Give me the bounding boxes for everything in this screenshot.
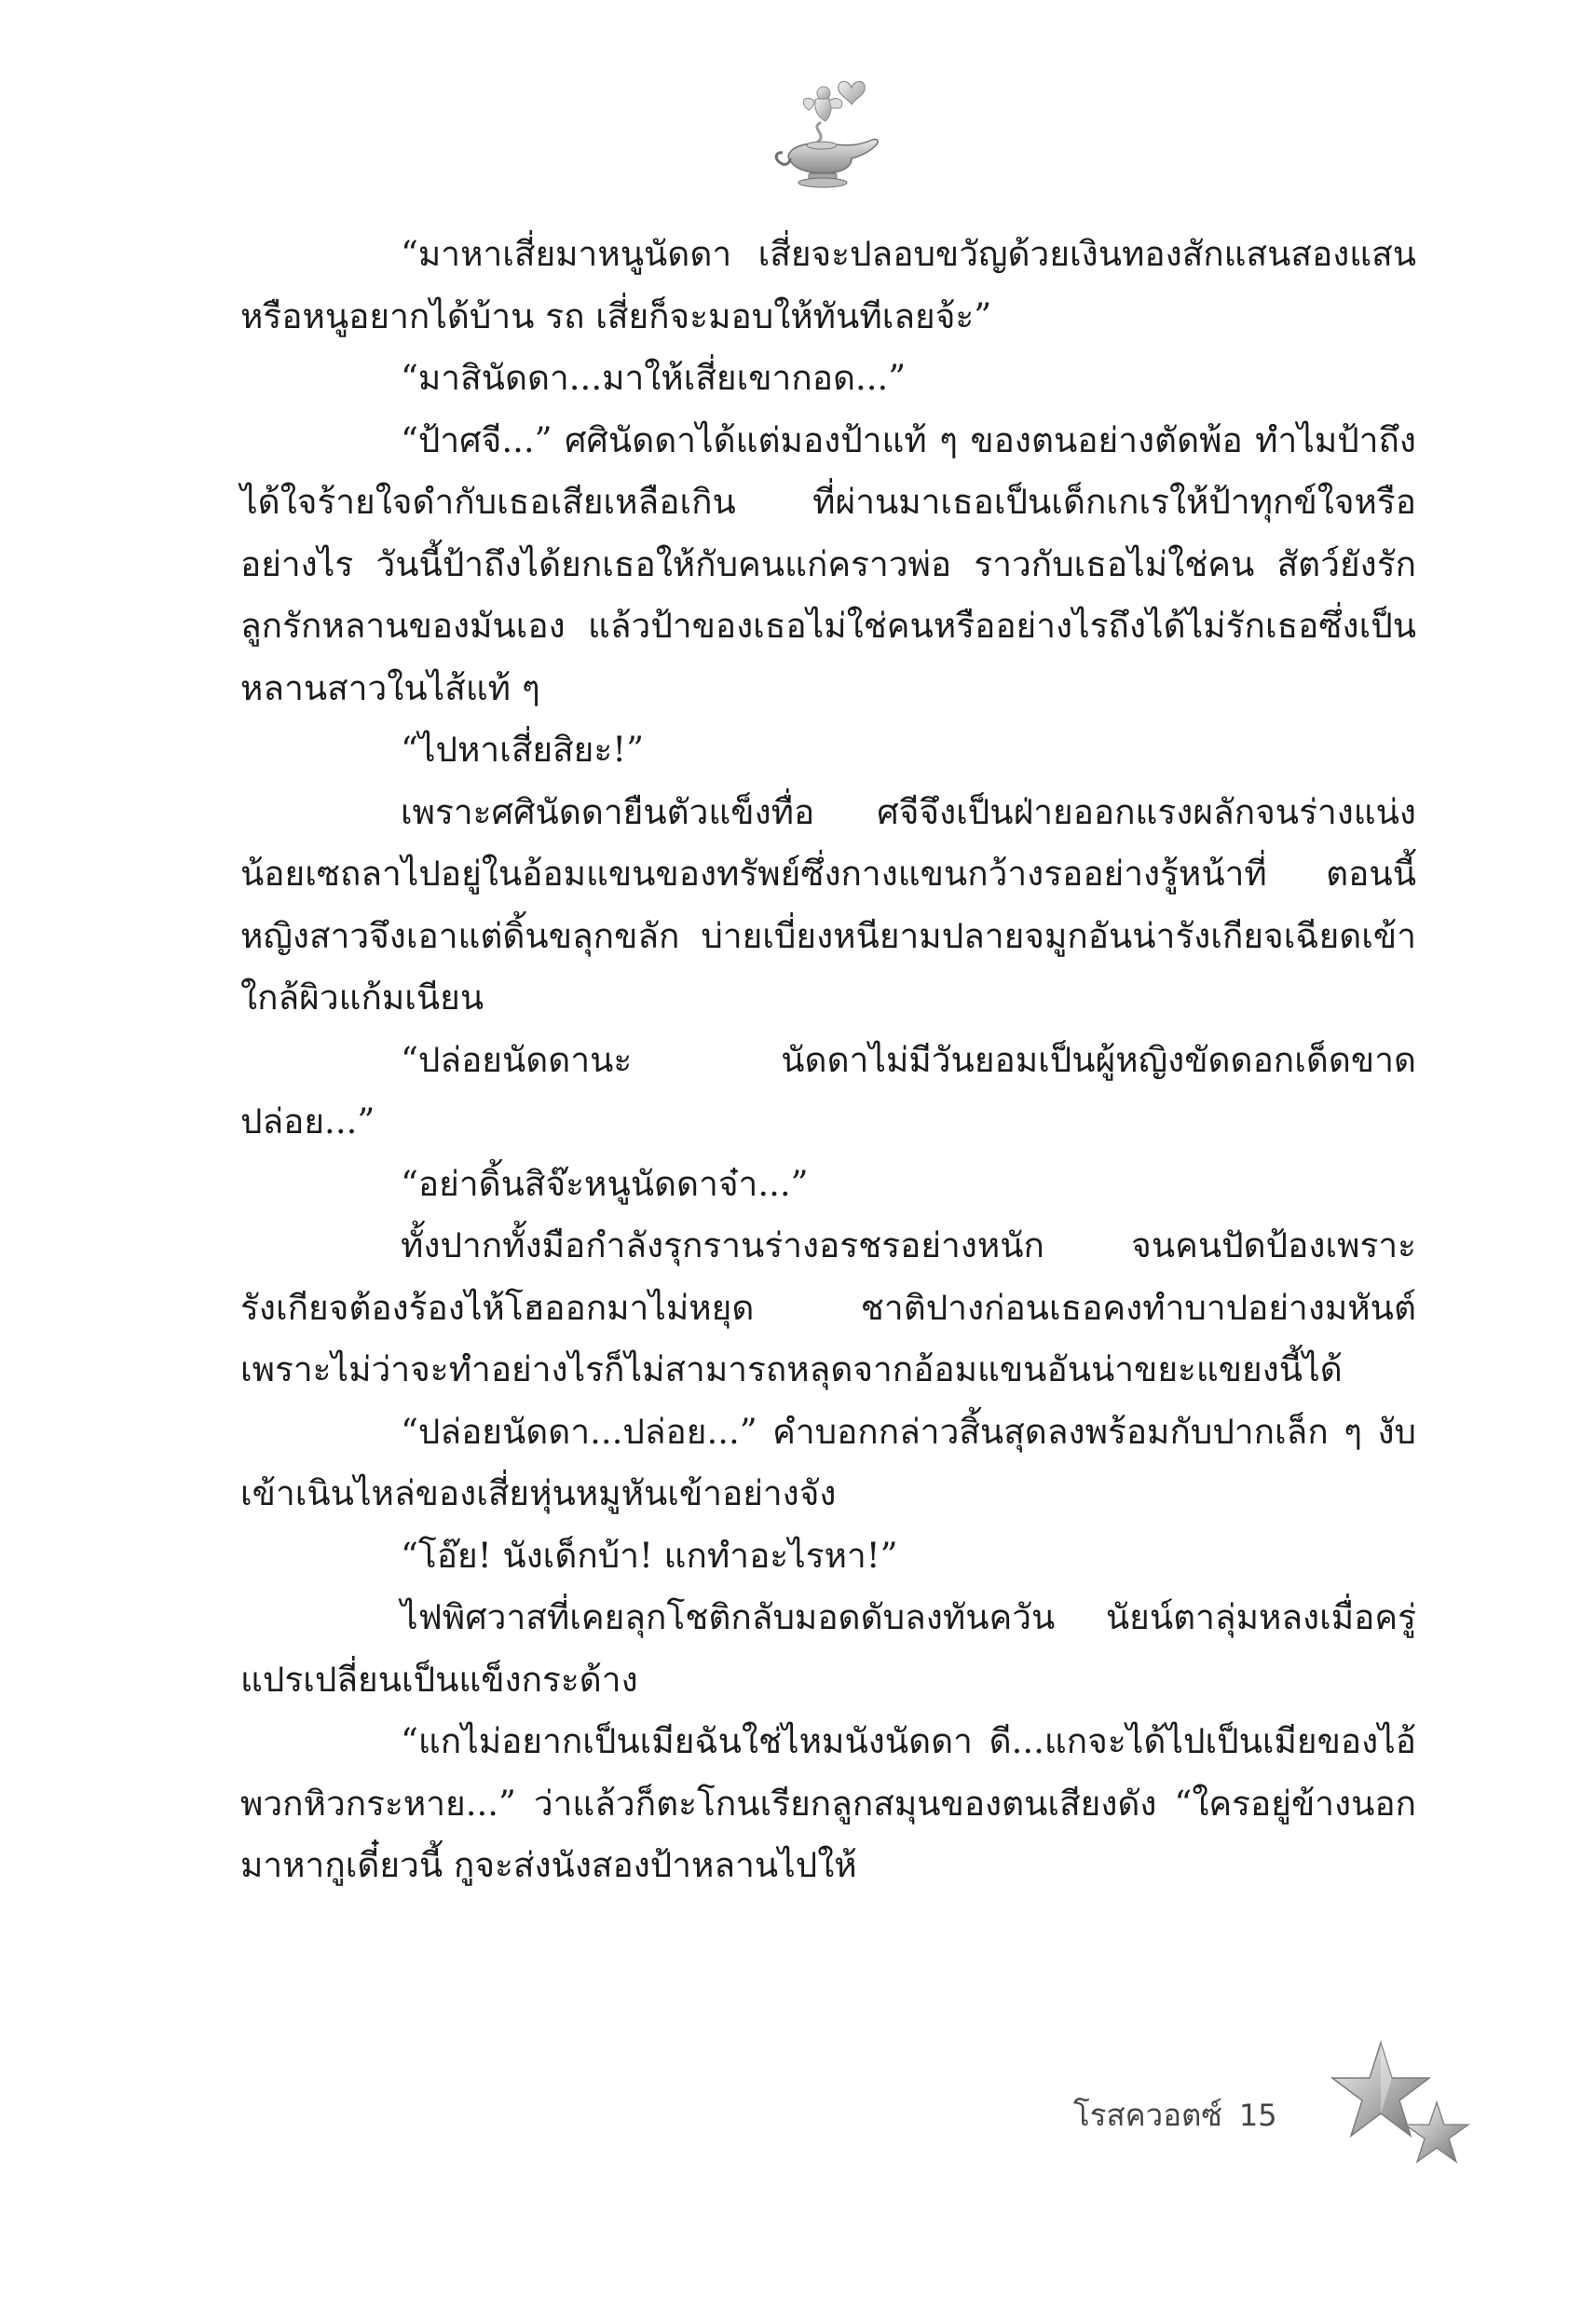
paragraph: ไฟพิศวาสที่เคยลุกโชติกลับมอดดับลงทันควัน นัยน์ตาลุ่มหลงเมื่อครู่แปรเปลี่ยนเป็นแข็งกระด้าง [240, 1597, 1416, 1700]
paragraph: “อย่าดิ้นสิจ๊ะหนูนัดดาจ๋า...” [401, 1163, 809, 1204]
paragraph: ทั้งปากทั้งมือกำลังรุกรานร่างอรชรอย่างหนัก จนคนปัดป้องเพราะรังเกียจต้องร้องไห้โฮออกมาไม่หยุด ชาติปางก่อนเธอคงทำบาปอย่างมหันต์ เพราะไม่ว่าจะทำอย่างไรก็ไม่สามารถหลุดจากอ้อมแขนอันน่าขยะแขยงนี้ได้ [240, 1225, 1416, 1389]
book-title: โรสควอตซ์ [1073, 2097, 1222, 2133]
paragraph: “ไปหาเสี่ยสิยะ!” [401, 730, 645, 770]
paragraph: “มาสินัดดา...มาให้เสี่ยเขากอด...” [401, 358, 907, 398]
paragraph: “มาหาเสี่ยมาหนูนัดดา เสี่ยจะปลอบขวัญด้วยเงินทองสักแสนสองแสน หรือหนูอยากได้บ้าน รถ เสี่ยก็จะมอบให้ทันทีเลยจ้ะ” [240, 234, 1416, 336]
paragraph: เพราะศศินัดดายืนตัวแข็งทื่อ ศจีจึงเป็นฝ่ายออกแรงผลักจนร่างแน่งน้อยเซถลาไปอยู่ในอ้อมแขนของทรัพย์ซึ่งกางแขนกว้างรออย่างรู้หน้าที่ ตอนนี้หญิงสาวจึงเอาแต่ดิ้นขลุกขลัก บ่ายเบี่ยงหนียามปลายจมูกอันน่ารังเกียจเฉียดเข้าใกล้ผิวแก้มเนียน [240, 791, 1416, 1018]
page-number: 15 [1238, 2098, 1277, 2133]
genie-lamp-with-cupid-icon [762, 67, 893, 198]
paragraph: “ป้าศจี...” ศศินัดดาได้แต่มองป้าแท้ ๆ ของตนอย่างตัดพ้อ ทำไมป้าถึงได้ใจร้ายใจดำกับเธอเสียเหลือเกิน ที่ผ่านมาเธอเป็นเด็กเกเรให้ป้าทุกข์ใจหรืออย่างไร วันนี้ป้าถึงได้ยกเธอให้กับคนแก่คราวพ่อ ราวกับเธอไม่ใช่คน สัตว์ยังรักลูกรักหลานของมันเอง แล้วป้าของเธอไม่ใช่คนหรืออย่างไรถึงได้ไม่รักเธอซึ่งเป็นหลานสาวในไส้แท้ ๆ [240, 419, 1416, 708]
page-footer [1073, 2097, 1277, 2134]
paragraph: “แกไม่อยากเป็นเมียฉันใช่ไหมนังนัดดา ดี...แกจะได้ไปเป็นเมียของไอ้พวกหิวกระหาย...” ว่าแล้วก็ตะโกนเรียกลูกสมุนของตนเสียงดัง “ใครอยู่ข้างนอก มาหากูเดี๋ยวนี้ กูจะส่งนังสองป้าหลานไปให้ [240, 1721, 1416, 1885]
paragraph: “โอ๊ย! นังเด็กบ้า! แกทำอะไรหา!” [401, 1535, 898, 1576]
paragraph: “ปล่อยนัดดา...ปล่อย...” คำบอกกล่าวสิ้นสุดลงพร้อมกับปากเล็ก ๆ งับเข้าเนินไหล่ของเสี่ยหุ่นหมูหันเข้าอย่างจัง [240, 1411, 1416, 1513]
stars-icon [1323, 2037, 1481, 2177]
paragraph: “ปล่อยนัดดานะ นัดดาไม่มีวันยอมเป็นผู้หญิงขัดดอกเด็ดขาด ปล่อย...” [240, 1039, 1416, 1142]
story-text [240, 224, 1416, 1897]
